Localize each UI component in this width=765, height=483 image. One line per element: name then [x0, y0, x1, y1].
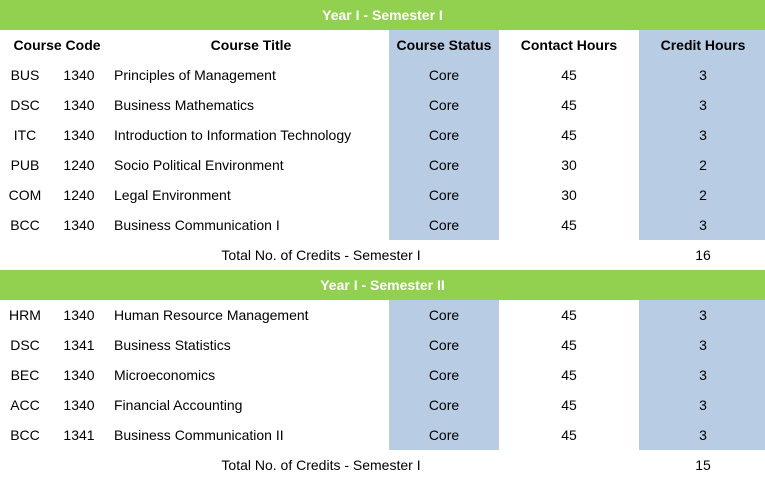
- course-prefix: PUB: [10, 157, 40, 173]
- table-row: [0, 330, 765, 360]
- credit-hours: 3: [699, 367, 707, 383]
- contact-hours: 45: [561, 307, 577, 323]
- course-title: Socio Political Environment: [114, 157, 284, 173]
- contact-hours: 45: [561, 217, 577, 233]
- section-band-semester-1: Year I - Semester I: [0, 0, 765, 30]
- credit-hours: 2: [699, 187, 707, 203]
- course-title: Business Statistics: [114, 337, 231, 353]
- course-title: Business Communication I: [114, 217, 280, 233]
- course-prefix: BCC: [10, 217, 40, 233]
- course-number: 1340: [63, 97, 95, 113]
- course-number: 1240: [63, 187, 95, 203]
- header-course-code: Course Code: [13, 37, 101, 53]
- credit-hours: 3: [699, 397, 707, 413]
- course-title: Business Communication II: [114, 427, 284, 443]
- course-status: Core: [428, 157, 460, 173]
- course-title: Human Resource Management: [114, 307, 309, 323]
- course-status: Core: [428, 397, 460, 413]
- table-row: [0, 150, 765, 180]
- course-prefix: BCC: [10, 427, 40, 443]
- contact-hours: 45: [561, 67, 577, 83]
- table-row: [0, 360, 765, 390]
- course-number: 1340: [63, 367, 95, 383]
- course-prefix: ITC: [13, 127, 37, 143]
- course-number: 1240: [63, 157, 95, 173]
- course-number: 1340: [63, 397, 95, 413]
- table-row: [0, 120, 765, 150]
- contact-hours: 45: [561, 427, 577, 443]
- course-prefix: DSC: [10, 97, 40, 113]
- contact-hours: 45: [561, 127, 577, 143]
- course-status: Core: [428, 217, 460, 233]
- contact-hours: 30: [561, 187, 577, 203]
- course-number: 1341: [63, 427, 95, 443]
- course-prefix: BEC: [10, 367, 40, 383]
- course-prefix: COM: [8, 187, 42, 203]
- course-status: Core: [428, 67, 460, 83]
- credit-hours: 3: [699, 127, 707, 143]
- header-course-status: Course Status: [396, 37, 492, 53]
- course-prefix: ACC: [10, 397, 40, 413]
- header-course-title: Course Title: [210, 37, 292, 53]
- course-title: Business Mathematics: [114, 97, 255, 113]
- course-title: Principles of Management: [114, 67, 276, 83]
- course-number: 1341: [63, 337, 95, 353]
- contact-hours: 45: [561, 337, 577, 353]
- contact-hours: 45: [561, 97, 577, 113]
- course-status: Core: [428, 337, 460, 353]
- section-band-semester-2: Year I - Semester II: [0, 270, 765, 300]
- total-label-semester-2: Total No. of Credits - Semester I: [221, 457, 421, 473]
- table-row: [0, 420, 765, 450]
- course-status: Core: [428, 307, 460, 323]
- table-row: [0, 90, 765, 120]
- course-status: Core: [428, 187, 460, 203]
- contact-hours: 45: [561, 367, 577, 383]
- contact-hours: 45: [561, 397, 577, 413]
- course-prefix: DSC: [10, 337, 40, 353]
- table-row: [0, 210, 765, 240]
- header-credit-hours: Credit Hours: [660, 37, 746, 53]
- course-status: Core: [428, 97, 460, 113]
- course-status: Core: [428, 367, 460, 383]
- total-value-semester-1: 16: [695, 247, 711, 263]
- contact-hours: 30: [561, 157, 577, 173]
- credit-hours: 3: [699, 307, 707, 323]
- course-title: Introduction to Information Technology: [114, 127, 352, 143]
- table-row: [0, 390, 765, 420]
- course-number: 1340: [63, 67, 95, 83]
- table-row: [0, 180, 765, 210]
- credit-hours: 3: [699, 67, 707, 83]
- course-prefix: BUS: [10, 67, 40, 83]
- course-number: 1340: [63, 127, 95, 143]
- credit-hours: 3: [699, 97, 707, 113]
- credit-hours: 3: [699, 337, 707, 353]
- table-row: [0, 60, 765, 90]
- course-number: 1340: [63, 307, 95, 323]
- course-title: Financial Accounting: [114, 397, 243, 413]
- course-number: 1340: [63, 217, 95, 233]
- course-title: Microeconomics: [114, 367, 216, 383]
- credit-hours: 2: [699, 157, 707, 173]
- course-prefix: HRM: [9, 307, 41, 323]
- table-row: [0, 300, 765, 330]
- course-status: Core: [428, 127, 460, 143]
- total-label-semester-1: Total No. of Credits - Semester I: [221, 247, 421, 263]
- credit-hours: 3: [699, 217, 707, 233]
- total-value-semester-2: 15: [695, 457, 711, 473]
- course-title: Legal Environment: [114, 187, 231, 203]
- header-contact-hours: Contact Hours: [520, 37, 618, 53]
- credit-hours: 3: [699, 427, 707, 443]
- course-status: Core: [428, 427, 460, 443]
